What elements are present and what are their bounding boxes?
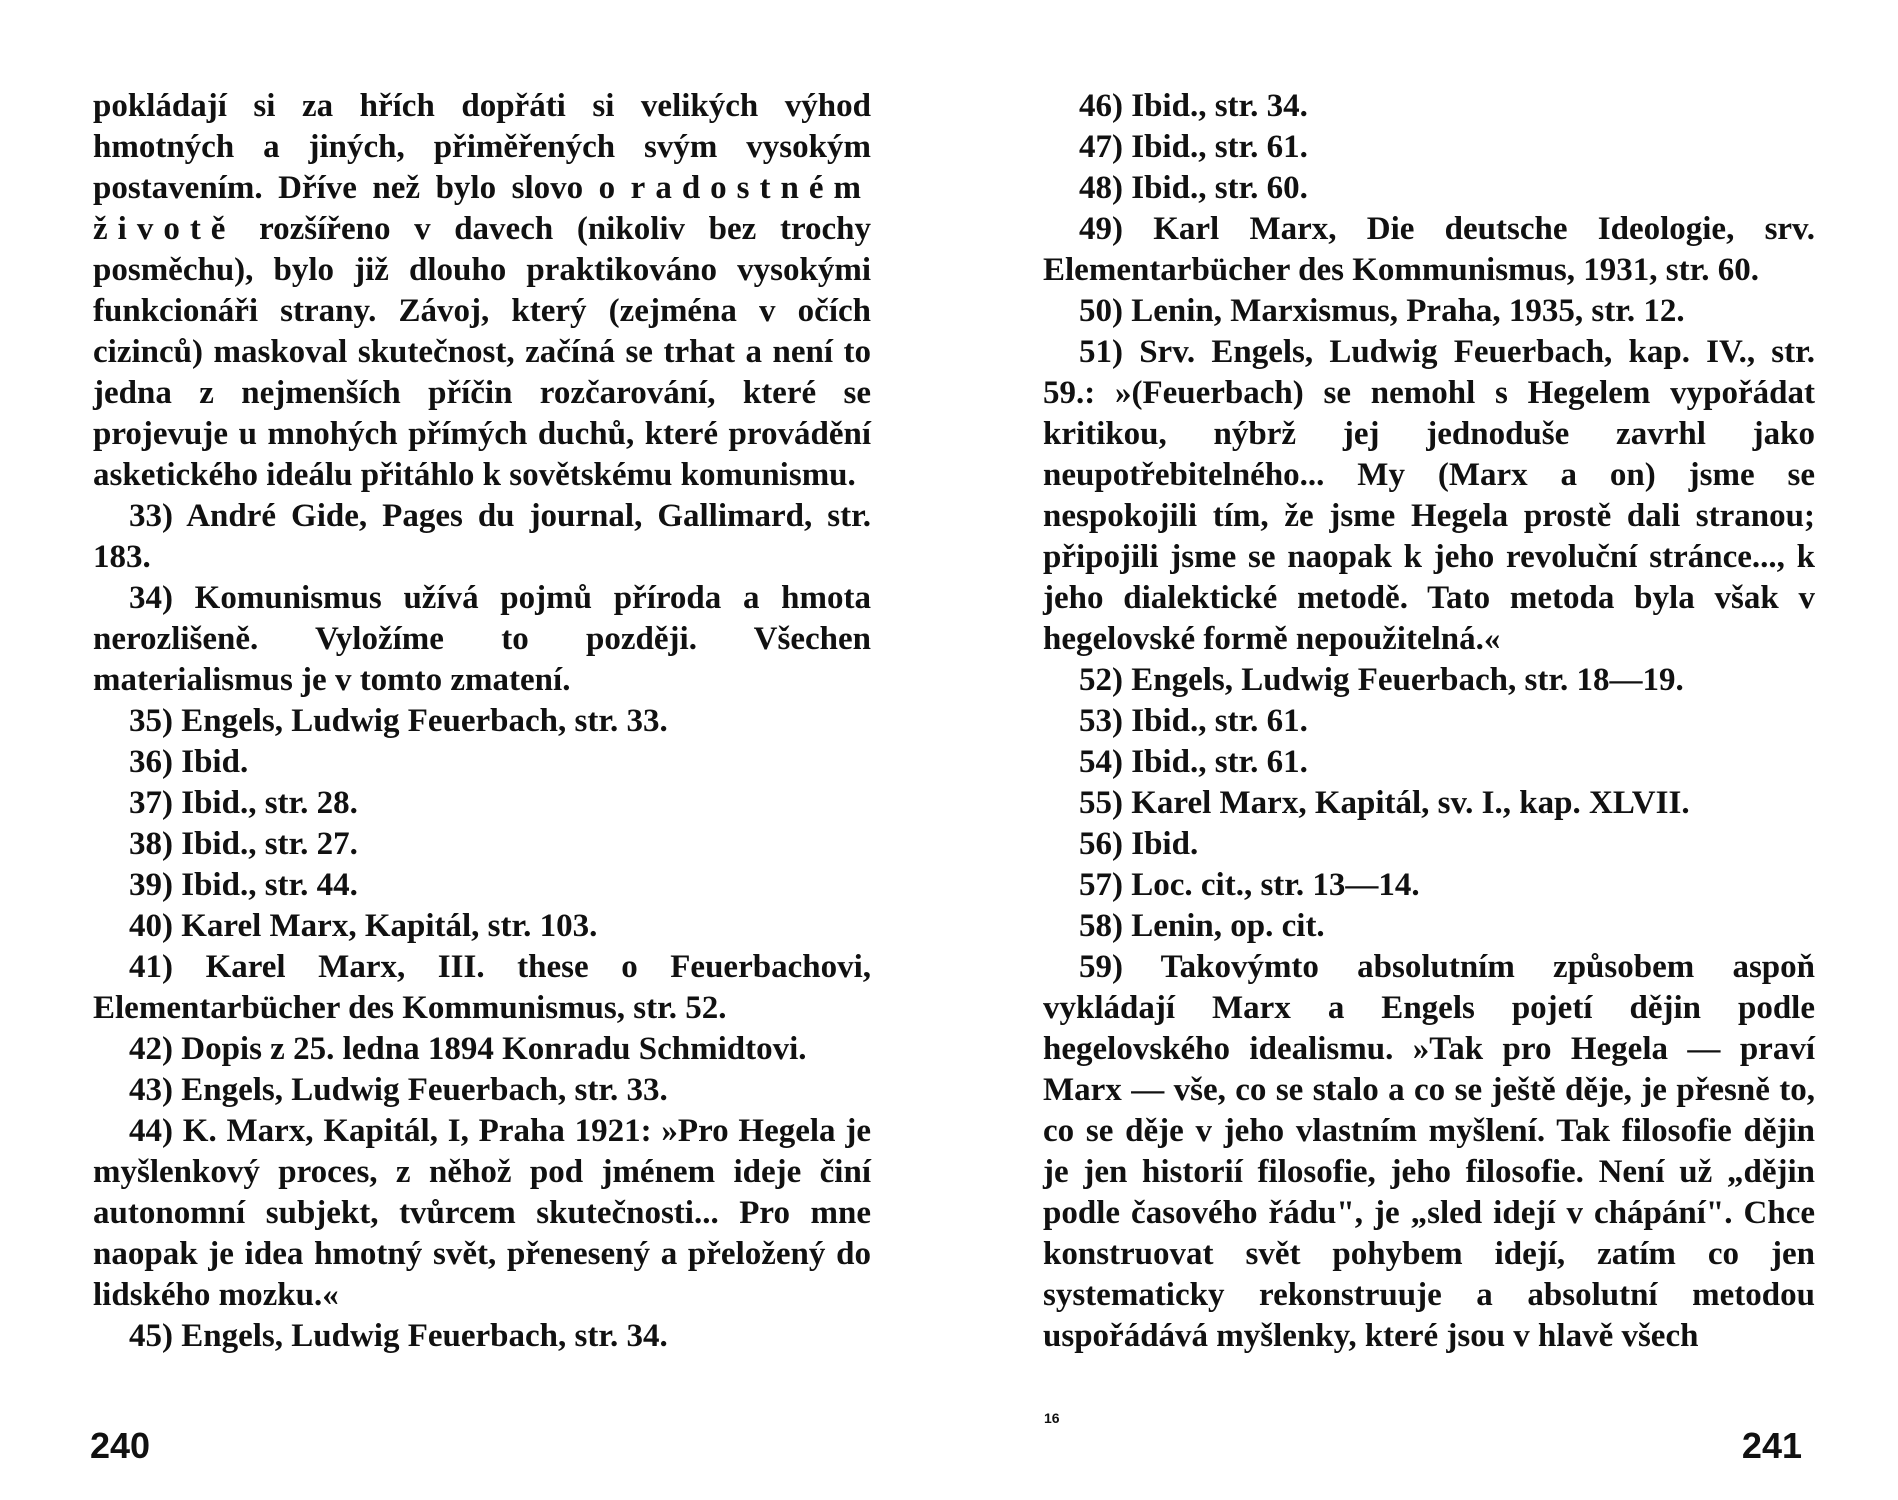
footnote-55: 55) Karel Marx, Kapitál, sv. I., kap. XLVII.: [1079, 785, 1690, 821]
footnote-40: 40) Karel Marx, Kapitál, str. 103.: [129, 908, 598, 944]
page-number-left: 240: [90, 1425, 151, 1466]
footnote-45: 45) Engels, Ludwig Feuerbach, str. 34.: [129, 1318, 668, 1354]
footnote-54: 54) Ibid., str. 61.: [1079, 744, 1308, 780]
footnote-53: 53) Ibid., str. 61.: [1079, 703, 1308, 739]
footnote-59: 59) Takovýmto absolutním způsobem aspoň vykládají Marx a Engels pojetí dějin podle hegelovského idealismu. »Tak pro Hegela — praví Marx — vše, co se stalo a co se ještě děje, je přesně to, co se děje v jeho vlastním myšlení. Tak filosofie dějin je jen historií filosofie, jeho filosofie. Není už „dějin podle časového řádu", je „sled idejí v chápání". Chce konstruovat svět pohybem idejí, zatím co jen systematicky rekonstruuje a absolutní metodou uspořádává myšlenky, které jsou v hlavě všech: [1043, 949, 1815, 1354]
footnote-50: 50) Lenin, Marxismus, Praha, 1935, str. 12.: [1079, 293, 1685, 329]
footnote-38: 38) Ibid., str. 27.: [129, 826, 358, 862]
footnote-36: 36) Ibid.: [129, 744, 249, 780]
intro-emphasis: radostném životě: [93, 170, 871, 247]
footnote-47: 47) Ibid., str. 61.: [1079, 129, 1308, 165]
intro-paragraph: [93, 86, 871, 496]
footnote-52: 52) Engels, Ludwig Feuerbach, str. 18—19.: [1079, 662, 1684, 698]
footnote-35: 35) Engels, Ludwig Feuerbach, str. 33.: [129, 703, 668, 739]
footnote-34: 34) Komunismus užívá pojmů příroda a hmota nerozlišeně. Vyložíme to později. Všechen materialismus je v tomto zmatení.: [93, 580, 871, 698]
footnote-56: 56) Ibid.: [1079, 826, 1199, 862]
signature-mark: 16: [1044, 1410, 1060, 1426]
footnote-46: 46) Ibid., str. 34.: [1079, 88, 1308, 124]
right-text-block: [1043, 86, 1815, 1357]
footnote-49: 49) Karl Marx, Die deutsche Ideologie, srv. Elementarbücher des Kommunismus, 1931, str. 60.: [1043, 211, 1815, 288]
footnote-37: 37) Ibid., str. 28.: [129, 785, 358, 821]
intro-text-end: rozšířeno v davech (nikoliv bez trochy posměchu), bylo již dlouho praktikováno vysokými funkcionáři strany. Závoj, který (zejména v očích cizinců) maskoval skutečnost, začíná se trhat a není to jedna z nejmenších příčin rozčarování, které se projevuje u mnohých přímých duchů, které provádění asketického ideálu přitáhlo k sovětskému komunismu.: [93, 211, 871, 493]
footnote-42: 42) Dopis z 25. ledna 1894 Konradu Schmidtovi.: [129, 1031, 807, 1067]
intro-text-start: pokládají si za hřích dopřáti si velikých výhod hmotných a jiných, přiměřených svým vysokým postavením. Dříve než bylo slovo o: [93, 88, 871, 206]
footnote-33: 33) André Gide, Pages du journal, Gallimard, str. 183.: [93, 498, 871, 575]
footnote-41: 41) Karel Marx, III. these o Feuerbachovi, Elementarbücher des Kommunismus, str. 52.: [93, 949, 871, 1026]
footnote-44: 44) K. Marx, Kapitál, I, Praha 1921: »Pro Hegela je myšlenkový proces, z něhož pod jménem ideje činí autonomní subjekt, tvůrcem skutečnosti... Pro mne naopak je idea hmotný svět, přenesený a přeložený do lidského mozku.«: [93, 1113, 871, 1313]
page-number-right: 241: [1741, 1425, 1802, 1466]
footnote-39: 39) Ibid., str. 44.: [129, 867, 358, 903]
footnote-43: 43) Engels, Ludwig Feuerbach, str. 33.: [129, 1072, 668, 1108]
footnote-48: 48) Ibid., str. 60.: [1079, 170, 1308, 206]
footnote-57: 57) Loc. cit., str. 13—14.: [1079, 867, 1420, 903]
left-text-block: [93, 86, 871, 1357]
footnote-58: 58) Lenin, op. cit.: [1079, 908, 1325, 944]
right-page: [949, 0, 1898, 1500]
footnote-51: 51) Srv. Engels, Ludwig Feuerbach, kap. IV., str. 59.: »(Feuerbach) se nemohl s Hegelem vypořádat kritikou, nýbrž jej jednoduše zavrhl jako neupotřebitelného... My (Marx a on) jsme se nespokojili tím, že jsme Hegela prostě dali stranou; připojili jsme se naopak k jeho revoluční stránce..., k jeho dialektické metodě. Tato metoda byla však v hegelovské formě nepoužitelná.«: [1043, 334, 1815, 657]
